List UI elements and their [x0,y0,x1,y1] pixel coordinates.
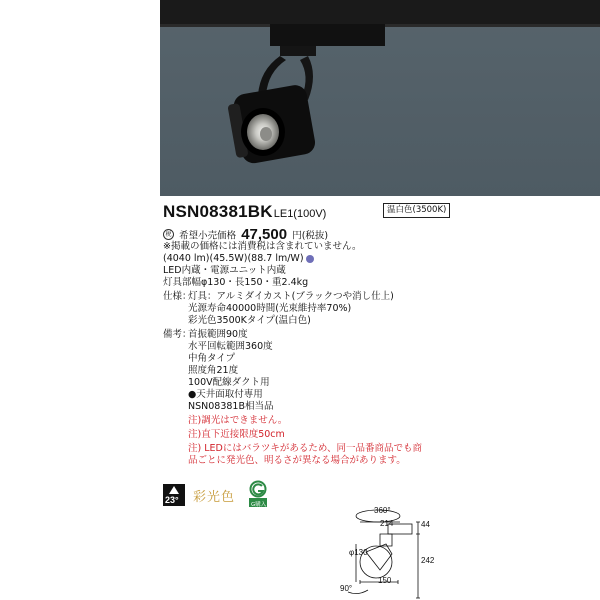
dim-diameter: φ130 [349,548,368,557]
product-photo [160,0,600,196]
remark-line: 首振範囲90度 [188,329,248,340]
performance-line [163,253,314,265]
spec-line: 灯具：アルミダイカスト(ブラックつや消し仕上) [188,291,394,302]
dim-length: 150 [378,576,392,585]
model-main: NSN08381BK [163,202,273,221]
remark-line: 水平回転範囲360度 [188,341,273,352]
spec-line: 彩光色3500Kタイプ(温白色) [188,315,311,326]
dim-height-total: 242 [421,556,435,565]
dim-rotation: 360° [374,506,391,515]
tax-icon: 税 [163,229,174,240]
price-value: 47,500 [241,226,288,243]
spec-line: 光源寿命40000時間(光束維持率70%) [188,303,352,314]
color-temperature-badge: 温白色(3500K) [383,203,450,218]
led-feature: LED内蔵・電源ユニット内蔵 [163,265,286,276]
note-line: 注)調光はできません。 [188,415,288,426]
remark-line: 照度角21度 [188,365,239,376]
dimension-feature: 灯具部幅φ130・長150・重2.4kg [163,277,309,288]
remarks-key: 備考： [163,329,192,340]
green-caption: G購入 [251,502,267,508]
dim-tilt: 90° [340,584,353,593]
beam-angle-label: 23° [165,495,179,505]
remark-line: ●天井面取付専用 [188,389,263,400]
spec-key: 仕様： [163,291,192,302]
price-label: 希望小売価格 [179,230,237,242]
price-unit: 円(税抜) [292,230,329,242]
note-line: 品ごとに発光色、明るさが異なる場合があります。 [188,455,406,466]
dim-height-top: 44 [421,520,430,529]
remark-line: 100V配線ダクト用 [188,377,270,388]
price-note: ※掲載の価格には消費税は含まれていません。 [163,241,362,252]
note-line: 注)直下近接限度50cm [188,429,285,440]
remark-line: 中角タイプ [188,353,236,364]
dim-width: 214 [380,519,394,528]
shiko-label: 彩光色 [193,490,236,505]
model-voltage: LE1(100V) [273,208,327,220]
v-icon [306,255,314,263]
remark-line: NSN08381B相当品 [188,401,274,412]
performance-text: (4040 lm)(45.5W)(88.7 lm/W) [163,253,304,264]
note-line: 注) LEDにはバラツキがあるため、同一品番商品でも商 [188,443,422,454]
